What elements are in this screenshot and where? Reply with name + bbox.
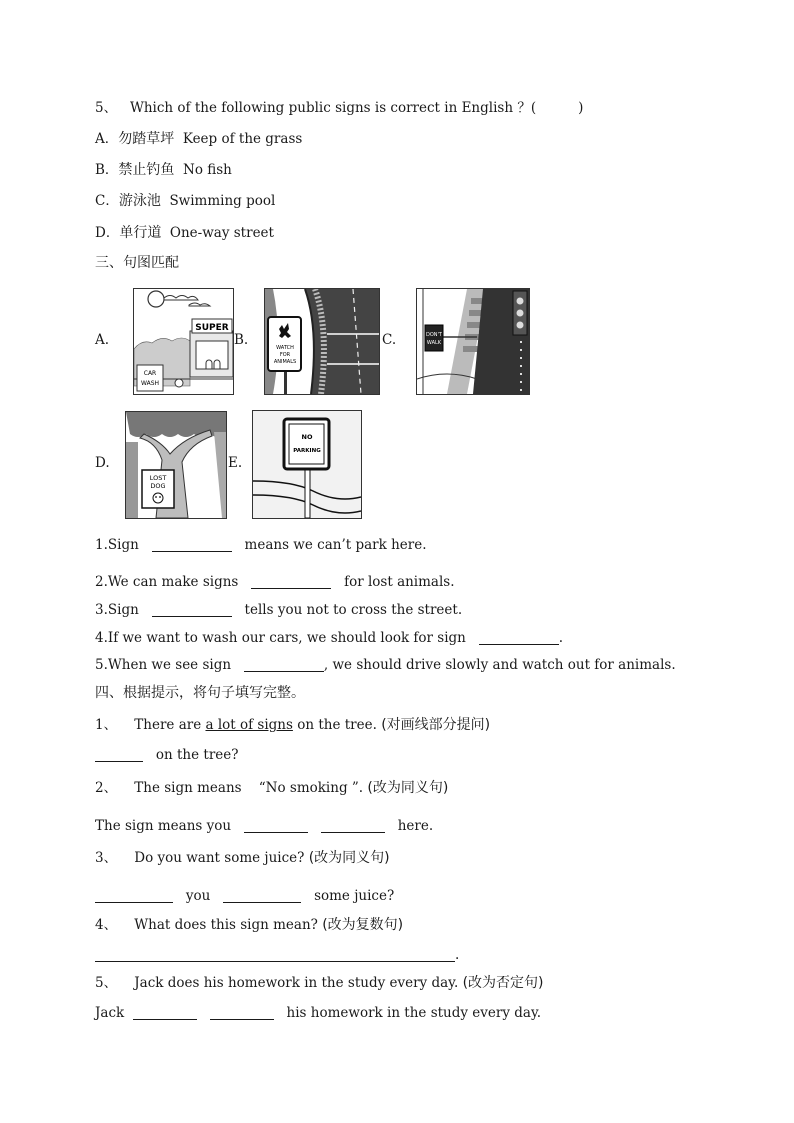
sign-text-for: FOR	[279, 352, 291, 358]
sign-text-dont: DON'T	[426, 332, 442, 338]
pic-label-b: B.	[234, 332, 249, 348]
rewrite-q1-answer	[95, 746, 238, 764]
option-chinese: 游泳池	[118, 193, 161, 209]
sentence-part: 1.Sign	[95, 537, 139, 553]
rewrite-q4-answer	[95, 946, 459, 964]
answer-blank[interactable]	[152, 537, 232, 552]
question-number: 4、	[95, 917, 118, 933]
rewrite-q2	[95, 779, 448, 797]
answer-blank[interactable]	[479, 630, 559, 645]
pic-label-a: A.	[95, 332, 110, 348]
question-text: There are	[134, 717, 202, 733]
option-english: Swimming pool	[169, 193, 276, 209]
rewrite-q2-answer	[95, 817, 433, 835]
sign-text-car: CAR	[143, 370, 157, 377]
section-3-heading: 三、句图匹配	[95, 255, 179, 271]
sign-text-parking: PARKING	[293, 448, 321, 454]
sign-text-walk: WALK	[426, 340, 442, 346]
sign-text-animals: ANIMALS	[273, 359, 297, 365]
match-sentence-3	[95, 601, 462, 619]
question-number: 1、	[95, 717, 118, 733]
match-sentence-4	[95, 629, 563, 647]
question-text: Which of the following public signs is correct in English ？(	[129, 100, 537, 116]
sentence-part: 2.We can make signs	[95, 574, 239, 590]
answer-blank[interactable]	[95, 888, 173, 903]
answer-blank[interactable]	[321, 818, 385, 833]
sign-text-watch: WATCH	[276, 345, 294, 351]
question-paren-close: )	[578, 100, 584, 116]
option-english: Keep of the grass	[182, 131, 303, 147]
answer-blank[interactable]	[95, 747, 143, 762]
answer-text: you	[185, 888, 211, 904]
question-text: The sign means	[134, 780, 242, 796]
sentence-part: 5.When we see sign	[95, 657, 232, 673]
option-c	[95, 192, 275, 210]
sign-text-super: SUPER	[195, 323, 229, 333]
option-chinese: 禁止钓鱼	[118, 162, 175, 178]
option-a	[95, 130, 302, 148]
answer-blank[interactable]	[152, 602, 232, 617]
answer-text: The sign means you	[95, 818, 232, 834]
match-sentence-2	[95, 573, 455, 591]
sentence-part: means we can’t park here.	[244, 537, 427, 553]
option-chinese: 勿踏草坪	[118, 131, 175, 147]
sentence-part: .	[558, 630, 564, 646]
answer-text: .	[455, 947, 460, 963]
section-4-heading: 四、根据提示，将句子填写完整。	[95, 685, 305, 701]
rewrite-q3-answer	[95, 887, 394, 905]
sign-text-dog: DOG	[150, 482, 166, 490]
answer-text: his homework in the study every day.	[286, 1005, 542, 1021]
underlined-phrase: a lot of signs	[205, 717, 293, 733]
answer-blank[interactable]	[244, 657, 324, 672]
option-english: One-way street	[169, 225, 274, 241]
answer-blank[interactable]	[210, 1005, 274, 1020]
question-hint: (改为同义句)	[308, 850, 390, 866]
answer-blank[interactable]	[251, 574, 331, 589]
answer-text: some juice?	[314, 888, 395, 904]
option-english: No fish	[183, 162, 232, 178]
pic-label-c: C.	[382, 332, 397, 348]
sentence-part: tells you not to cross the street.	[244, 602, 463, 618]
option-chinese: 单行道	[119, 225, 162, 241]
answer-blank[interactable]	[95, 947, 455, 962]
question-text: What does this sign mean?	[134, 917, 318, 933]
rewrite-q5	[95, 974, 544, 992]
answer-blank[interactable]	[223, 888, 301, 903]
sign-text-wash: WASH	[140, 380, 160, 387]
rewrite-q4	[95, 916, 403, 934]
question-number: 3、	[95, 850, 118, 866]
question-number: 2、	[95, 780, 118, 796]
picture-e-no-parking	[252, 410, 362, 519]
option-letter: C．	[95, 193, 119, 209]
option-letter: D．	[95, 225, 120, 241]
question-text: on the tree.	[297, 717, 377, 733]
question-number: 5、	[95, 975, 118, 991]
match-sentence-5	[95, 656, 676, 674]
question-quote: “No smoking ”.	[258, 780, 364, 796]
question-hint: (改为同义句)	[367, 780, 449, 796]
option-letter: B．	[95, 162, 119, 178]
picture-b-watch-for-animals	[264, 288, 380, 395]
question-hint: (对画线部分提问)	[381, 717, 491, 733]
sign-text-no: NO	[301, 433, 313, 441]
choice-question-stem	[95, 99, 583, 117]
match-sentence-1	[95, 536, 426, 554]
option-letter: A．	[95, 131, 119, 147]
option-b	[95, 161, 232, 179]
rewrite-q3	[95, 849, 390, 867]
picture-c-dont-walk	[416, 288, 530, 395]
sentence-part: 4.If we want to wash our cars, we should look for sign	[95, 630, 466, 646]
picture-d-lost-dog	[125, 411, 227, 519]
question-hint: (改为复数句)	[322, 917, 404, 933]
pic-label-d: D.	[95, 455, 110, 471]
option-d	[95, 224, 274, 242]
question-number: 5、	[95, 100, 118, 116]
rewrite-q1	[95, 716, 490, 734]
sentence-part: for lost animals.	[344, 574, 455, 590]
answer-text: on the tree?	[155, 747, 239, 763]
question-hint: (改为否定句)	[462, 975, 544, 991]
answer-text: here.	[397, 818, 434, 834]
answer-blank[interactable]	[244, 818, 308, 833]
sign-text-lost: LOST	[149, 474, 167, 482]
picture-a-car-wash	[133, 288, 234, 395]
question-text: Jack does his homework in the study every day.	[134, 975, 459, 991]
sentence-part: 3.Sign	[95, 602, 139, 618]
rewrite-q5-answer	[95, 1004, 541, 1022]
sentence-part: , we should drive slowly and watch out for animals.	[323, 657, 676, 673]
answer-text: Jack	[95, 1005, 125, 1021]
answer-blank[interactable]	[133, 1005, 197, 1020]
pic-label-e: E.	[228, 455, 243, 471]
question-text: Do you want some juice?	[134, 850, 305, 866]
